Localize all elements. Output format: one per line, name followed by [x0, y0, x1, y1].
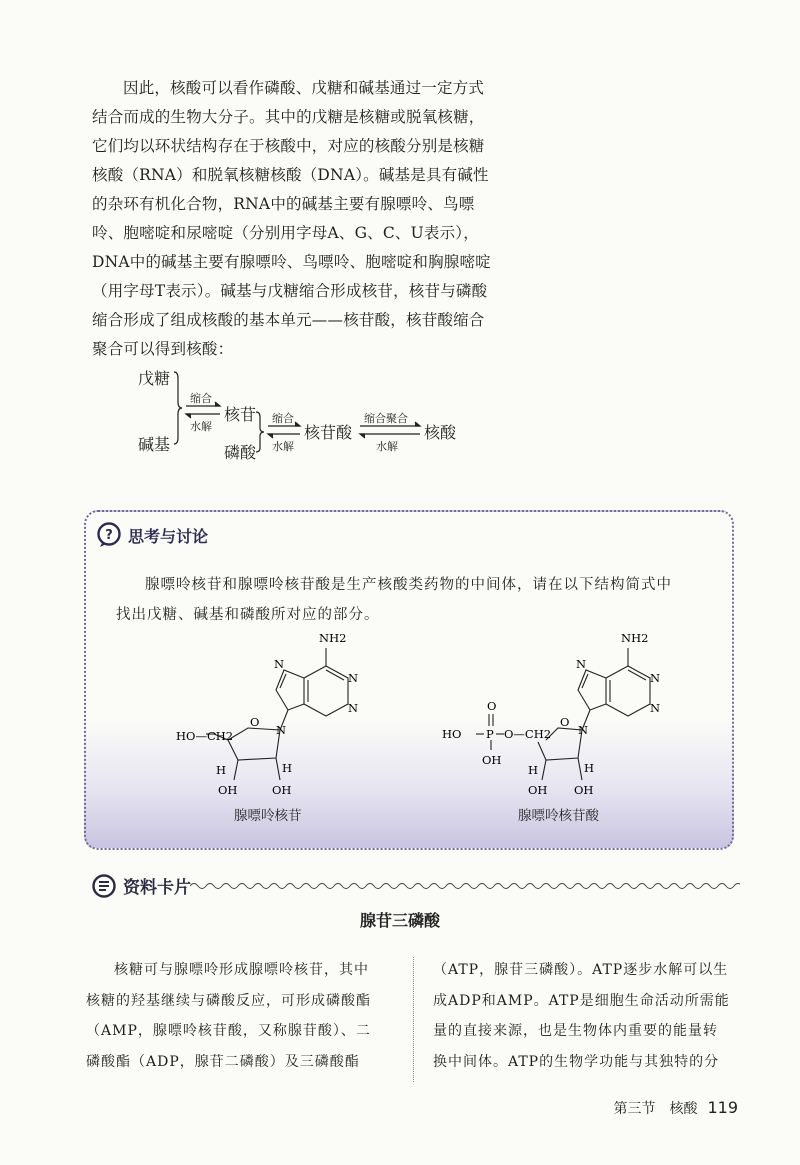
- nucleoside-label: 核苷: [224, 405, 257, 424]
- intro-paragraph: [92, 74, 532, 364]
- card-line: 换中间体。ATP的生物学功能与其独特的分: [433, 1053, 720, 1070]
- h-text: H: [584, 761, 595, 775]
- phosphate-label: 磷酸: [224, 443, 257, 462]
- p-text: P: [486, 727, 494, 741]
- n-text: N: [274, 657, 285, 671]
- page-number: 119: [707, 1098, 738, 1117]
- n-text: N: [578, 723, 589, 737]
- caption-amp: 腺嘌呤核苷酸: [518, 808, 599, 824]
- question-bubble-icon: [96, 522, 122, 548]
- caption-adenosine: 腺嘌呤核苷: [234, 808, 302, 824]
- card-line: 核糖可与腺嘌呤形成腺嘌呤核苷，其中: [114, 962, 369, 978]
- h-text: H: [282, 761, 293, 775]
- intro-line: DNA中的碱基主要有腺嘌呤、鸟嘌呤、胞嘧啶和胸腺嘧啶: [92, 253, 491, 271]
- oh-text: OH: [482, 753, 502, 767]
- card-line: 成ADP和AMP。ATP是细胞生命活动所需能: [433, 992, 730, 1009]
- n-text: N: [348, 671, 359, 685]
- h-text: H: [528, 763, 539, 777]
- oh-text: OH: [574, 783, 594, 797]
- intro-line: 聚合可以得到核酸：: [92, 340, 234, 358]
- pentose-label: 戊糖: [138, 369, 171, 388]
- scheme-arrows: [120, 362, 480, 466]
- o-text: O: [560, 715, 570, 729]
- card-line: （AMP，腺嘌呤核苷酸，又称腺苷酸）、二: [86, 1023, 371, 1039]
- adenosine-structure: [176, 630, 386, 800]
- n-text: N: [276, 723, 287, 737]
- hydrolysis-label-3: 水解: [376, 440, 398, 453]
- intro-line: 呤、胞嘧啶和尿嘧啶（分别用字母A、G、C、U表示），: [92, 224, 479, 242]
- ho-text: HO: [442, 727, 462, 741]
- o-text: O: [487, 699, 497, 713]
- o-text: O: [250, 715, 260, 729]
- hydrolysis-label: 水解: [190, 420, 212, 433]
- oh-text: OH: [272, 783, 292, 797]
- ho-ch2-text: HO—CH2: [176, 729, 234, 743]
- intro-line: （用字母T表示）。碱基与戊糖缩合形成核苷，核苷与磷酸: [92, 282, 488, 300]
- card-line: 磷酸酯（ADP，腺苷二磷酸）及三磷酸酯: [86, 1053, 360, 1070]
- intro-line: 核酸（RNA）和脱氧核糖核酸（DNA）。碱基是具有碱性: [92, 166, 489, 184]
- wavy-divider: [190, 880, 740, 892]
- section-label: 第三节 核酸: [613, 1101, 698, 1117]
- card-header: [92, 873, 191, 898]
- h-text: H: [216, 763, 227, 777]
- intro-line: 它们均以环状结构存在于核酸中，对应的核酸分别是核糖: [92, 137, 485, 155]
- oh-text: OH: [218, 783, 238, 797]
- svg-text:?: ?: [105, 528, 113, 543]
- intro-line: 结合而成的生物大分子。其中的戊糖是核糖或脱氧核糖，: [92, 108, 485, 126]
- intro-line: 缩合形成了组成核酸的基本单元——核苷酸，核苷酸缩合: [92, 311, 485, 329]
- n-text: N: [650, 701, 661, 715]
- nh2-text: NH2: [621, 631, 649, 645]
- think-title: 思考与讨论: [128, 526, 209, 546]
- nh2-text: NH2: [319, 631, 347, 645]
- page-footer: [613, 1098, 738, 1118]
- oh-text: OH: [528, 783, 548, 797]
- intro-line: 的杂环有机化合物，RNA中的碱基主要有腺嘌呤、鸟嘌: [92, 195, 475, 213]
- o-ch2-text: O—CH2: [504, 727, 552, 741]
- think-discuss-box: [84, 510, 734, 850]
- hydrolysis-label-2: 水解: [272, 440, 294, 453]
- n-text: N: [576, 657, 587, 671]
- card-left-column: [86, 955, 388, 1077]
- condense-label-2: 缩合: [272, 412, 294, 425]
- card-line: 量的直接来源，也是生物体内重要的能量转: [433, 1023, 718, 1039]
- nucleic-acid-label: 核酸: [424, 423, 457, 442]
- think-line: 腺嘌呤核苷和腺嘌呤核苷酸是生产核酸类药物的中间体，请在以下结构简式中: [145, 577, 672, 593]
- amp-structure: [442, 630, 682, 800]
- condense-polymerize-label: 缩合聚合: [364, 412, 408, 425]
- n-text: N: [348, 701, 359, 715]
- intro-line: 因此，核酸可以看作磷酸、戊糖和碱基通过一定方式: [123, 79, 485, 97]
- card-title: 资料卡片: [123, 878, 191, 898]
- condense-label: 缩合: [190, 392, 212, 405]
- n-text: N: [650, 671, 661, 685]
- document-list-icon: [92, 874, 116, 898]
- reaction-scheme: [120, 362, 480, 466]
- card-line: 核糖的羟基继续与磷酸反应，可形成磷酸酯: [86, 992, 371, 1009]
- nucleotide-label: 核苷酸: [304, 423, 353, 442]
- card-subtitle: 腺苷三磷酸: [359, 911, 440, 930]
- think-header: [96, 522, 208, 548]
- column-divider: [413, 957, 414, 1082]
- think-line: 找出戊糖、碱基和磷酸所对应的部分。: [116, 607, 380, 623]
- think-question: [116, 570, 716, 630]
- card-line: （ATP，腺苷三磷酸）。ATP逐步水解可以生: [433, 962, 729, 978]
- base-label: 碱基: [138, 435, 171, 454]
- card-right-column: [433, 955, 735, 1077]
